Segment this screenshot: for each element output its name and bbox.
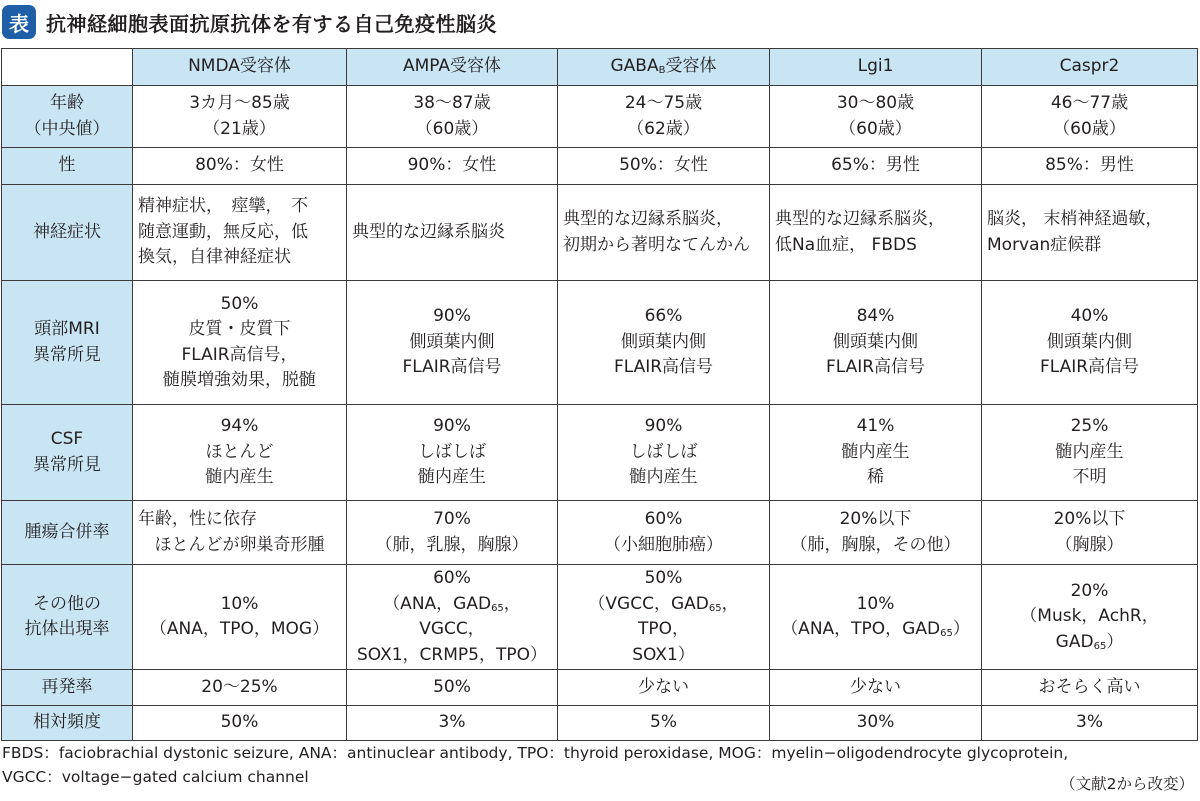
cell-relapse-nmda: 20～25%	[133, 670, 347, 706]
footnote-line-2: VGCC：voltage−gated calcium channel	[2, 768, 309, 787]
row-other-antibodies	[2, 565, 1198, 670]
cell-tumor-caspr2: 20%以下 （胸腺）	[982, 501, 1198, 565]
row-tumor	[2, 501, 1198, 565]
cell-age-ampa: 38～87歳 （60歳）	[347, 86, 558, 148]
row-header-frequency: 相対頻度	[2, 706, 133, 741]
cell-neuro-caspr2: 脳炎， 末梢神経過敏， Morvan症候群	[982, 185, 1198, 281]
row-header-other: その他の 抗体出現率	[2, 565, 133, 670]
row-header-sex: 性	[2, 148, 133, 185]
cell-csf-gaba: 90% しばしば 髄内産生	[558, 405, 770, 501]
cell-relapse-caspr2: おそらく高い	[982, 670, 1198, 706]
cell-csf-caspr2: 25% 髄内産生 不明	[982, 405, 1198, 501]
cell-csf-nmda: 94% ほとんど 髄内産生	[133, 405, 347, 501]
cell-mri-ampa: 90% 側頭葉内側 FLAIR高信号	[347, 281, 558, 405]
cell-mri-caspr2: 40% 側頭葉内側 FLAIR高信号	[982, 281, 1198, 405]
row-header-relapse: 再発率	[2, 670, 133, 706]
row-header-csf: CSF 異常所見	[2, 405, 133, 501]
cell-relapse-lgi1: 少ない	[770, 670, 982, 706]
cell-neuro-ampa: 典型的な辺縁系脳炎	[347, 185, 558, 281]
cell-csf-lgi1: 41% 髄内産生 稀	[770, 405, 982, 501]
cell-other-ampa: 60% （ANA，$GAD_{65}$，VGCC， SOX1，CRMP5，TPO）	[347, 565, 558, 670]
cell-neuro-gaba: 典型的な辺縁系脳炎， 初期から著明なてんかん	[558, 185, 770, 281]
cell-mri-nmda: 50% 皮質・皮質下 FLAIR高信号， 髄膜増強効果，脱髄	[133, 281, 347, 405]
row-header-tumor: 腫瘍合併率	[2, 501, 133, 565]
col-header-gaba: $GABA_B$受容体	[558, 49, 770, 86]
row-csf	[2, 405, 1198, 501]
col-header-lgi1: Lgi1	[770, 49, 982, 86]
cell-neuro-nmda: 精神症状， 痙攣， 不 随意運動，無反応，低 換気，自律神経症状	[133, 185, 347, 281]
cell-tumor-lgi1: 20%以下 （肺，胸腺，その他）	[770, 501, 982, 565]
cell-freq-ampa: 3%	[347, 706, 558, 741]
row-header-age: 年齢 （中央値）	[2, 86, 133, 148]
cell-relapse-ampa: 50%	[347, 670, 558, 706]
row-frequency	[2, 706, 1198, 741]
footnote-line-1: FBDS：faciobrachial dystonic seizure, ANA：antinuclear antibody, TPO：thyroid peroxidase, MOG：myelin−oligodendrocyte glycoprotein,	[2, 744, 1069, 762]
cell-freq-gaba: 5%	[558, 706, 770, 741]
col-header-nmda: NMDA受容体	[133, 49, 347, 86]
cell-sex-nmda: 80%：女性	[133, 148, 347, 185]
table-header-row	[2, 49, 1198, 86]
cell-other-gaba: 50% （VGCC，$GAD_{65}$，TPO， SOX1）	[558, 565, 770, 670]
row-header-mri: 頭部MRI 異常所見	[2, 281, 133, 405]
cell-sex-gaba: 50%：女性	[558, 148, 770, 185]
table-title-text: 抗神経細胞表面抗原抗体を有する自己免疫性脳炎	[46, 11, 497, 36]
corner-cell	[2, 49, 133, 86]
row-neuro	[2, 185, 1198, 281]
cell-neuro-lgi1: 典型的な辺縁系脳炎， 低Na血症， FBDS	[770, 185, 982, 281]
cell-relapse-gaba: 少ない	[558, 670, 770, 706]
cell-freq-lgi1: 30%	[770, 706, 982, 741]
cell-age-gaba: 24～75歳 （62歳）	[558, 86, 770, 148]
cell-other-lgi1: 10% （ANA，TPO，$GAD_{65}$）	[770, 565, 982, 670]
col-header-caspr2: Caspr2	[982, 49, 1198, 86]
row-relapse	[2, 670, 1198, 706]
footnote	[2, 741, 1198, 789]
table-title	[2, 4, 497, 40]
cell-tumor-gaba: 60% （小細胞肺癌）	[558, 501, 770, 565]
cell-age-lgi1: 30～80歳 （60歳）	[770, 86, 982, 148]
cell-csf-ampa: 90% しばしば 髄内産生	[347, 405, 558, 501]
table-badge: 表	[2, 5, 36, 39]
row-age	[2, 86, 1198, 148]
cell-other-nmda: 10% （ANA，TPO，MOG）	[133, 565, 347, 670]
encephalitis-table	[1, 48, 1198, 741]
cell-sex-caspr2: 85%：男性	[982, 148, 1198, 185]
cell-freq-nmda: 50%	[133, 706, 347, 741]
cell-mri-gaba: 66% 側頭葉内側 FLAIR高信号	[558, 281, 770, 405]
cell-other-caspr2: 20% （Musk，AchR， $GAD_{65}$）	[982, 565, 1198, 670]
row-sex	[2, 148, 1198, 185]
col-header-ampa: AMPA受容体	[347, 49, 558, 86]
cell-sex-lgi1: 65%：男性	[770, 148, 982, 185]
cell-mri-lgi1: 84% 側頭葉内側 FLAIR高信号	[770, 281, 982, 405]
source-note: （文献2から改変）	[1060, 775, 1194, 793]
cell-tumor-nmda: 年齢，性に依存 ほとんどが卵巣奇形腫	[133, 501, 347, 565]
cell-age-caspr2: 46～77歳 （60歳）	[982, 86, 1198, 148]
cell-sex-ampa: 90%：女性	[347, 148, 558, 185]
row-header-neuro: 神経症状	[2, 185, 133, 281]
cell-freq-caspr2: 3%	[982, 706, 1198, 741]
row-mri	[2, 281, 1198, 405]
cell-age-nmda: 3カ月～85歳 （21歳）	[133, 86, 347, 148]
cell-tumor-ampa: 70% （肺，乳腺，胸腺）	[347, 501, 558, 565]
